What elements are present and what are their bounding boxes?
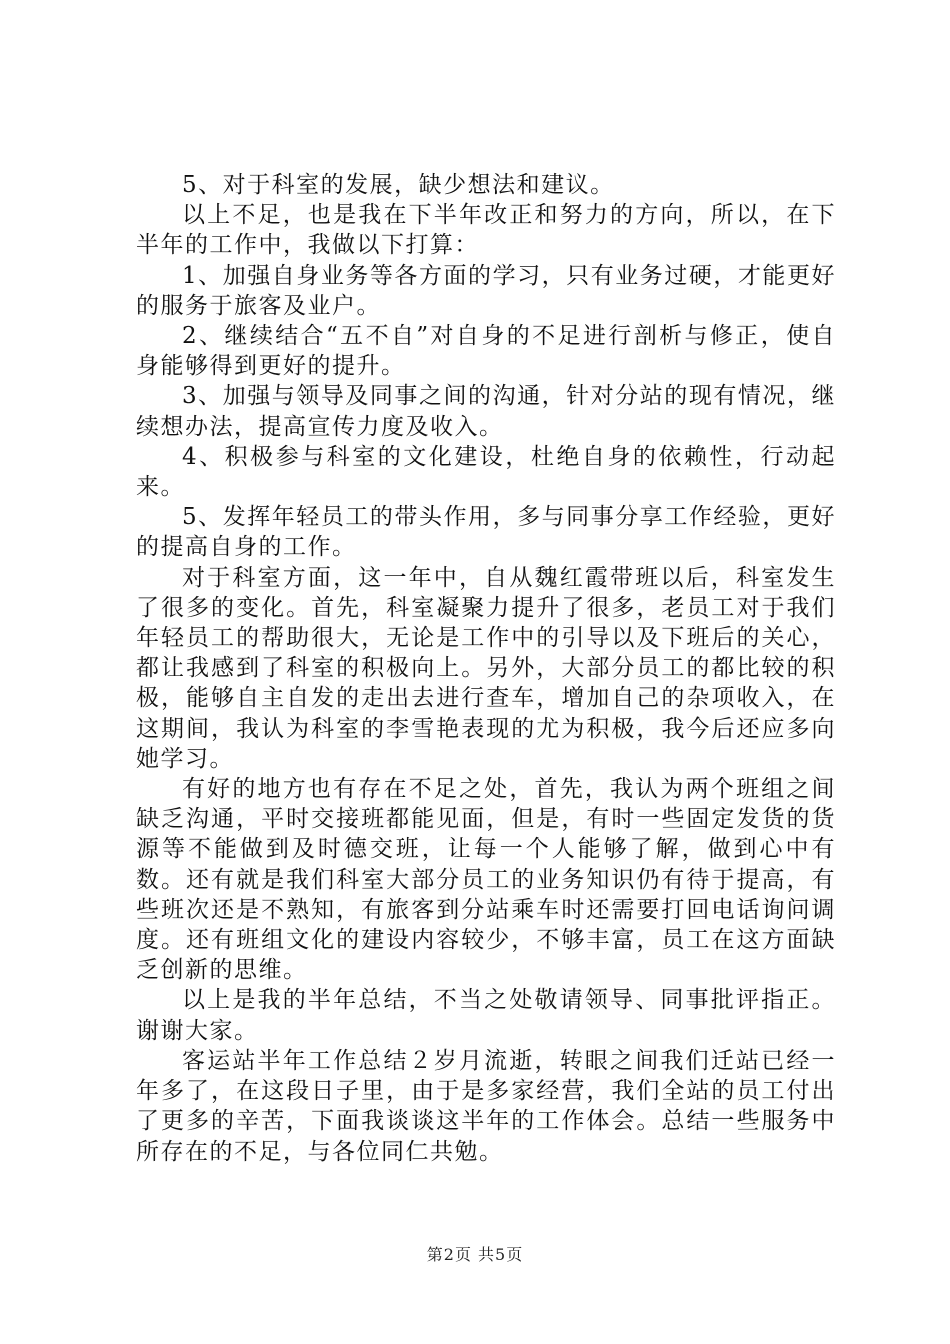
paragraph: 1、加强自身业务等各方面的学习，只有业务过硬，才能更好的服务于旅客及业户。 <box>136 262 836 319</box>
paragraph: 对于科室方面，这一年中，自从魏红霞带班以后，科室发生了很多的变化。首先，科室凝聚力提升了很多，老员工对于我们年轻员工的帮助很大，无论是工作中的引导以及下班后的关心，都让我感到了科室的积极向上。另外，大部分员工的都比较的积极，能够自主自发的走出去进行查车，增加自己的杂项收入，在这期间，我认为科室的李雪艳表现的尤为积极，我今后还应多向她学习。 <box>136 564 836 772</box>
paragraph: 3、加强与领导及同事之间的沟通，针对分站的现有情况，继续想办法，提高宣传力度及收入。 <box>136 383 836 440</box>
paragraph: 客运站半年工作总结２岁月流逝，转眼之间我们迁站已经一年多了，在这段日子里，由于是多家经营，我们全站的员工付出了更多的辛苦，下面我谈谈这半年的工作体会。总结一些服务中所存在的不足，与各位同仁共勉。 <box>136 1047 836 1165</box>
paragraph: 5、发挥年轻员工的带头作用，多与同事分享工作经验，更好的提高自身的工作。 <box>136 504 836 561</box>
paragraph: 以上不足，也是我在下半年改正和努力的方向，所以，在下半年的工作中，我做以下打算： <box>136 202 836 259</box>
page-number-footer: 第2页 共5页 <box>426 1245 524 1264</box>
document-body <box>136 170 836 1167</box>
paragraph: 2、继续结合“五不自”对自身的不足进行剖析与修正，使自身能够得到更好的提升。 <box>136 323 836 380</box>
paragraph: 有好的地方也有存在不足之处，首先，我认为两个班组之间缺乏沟通，平时交接班都能见面，但是，有时一些固定发货的货源等不能做到及时德交班，让每一个人能够了解，做到心中有数。还有就是我们科室大部分员工的业务知识仍有待于提高，有些班次还是不熟知，有旅客到分站乘车时还需要打回电话询问调度。还有班组文化的建设内容较少，不够丰富，员工在这方面缺乏创新的思维。 <box>136 776 836 984</box>
paragraph: 以上是我的半年总结，不当之处敬请领导、同事批评指正。谢谢大家。 <box>136 987 836 1044</box>
paragraph: 5、对于科室的发展，缺少想法和建议。 <box>182 172 615 198</box>
paragraph: 4、积极参与科室的文化建设，杜绝自身的依赖性，行动起来。 <box>136 443 836 501</box>
